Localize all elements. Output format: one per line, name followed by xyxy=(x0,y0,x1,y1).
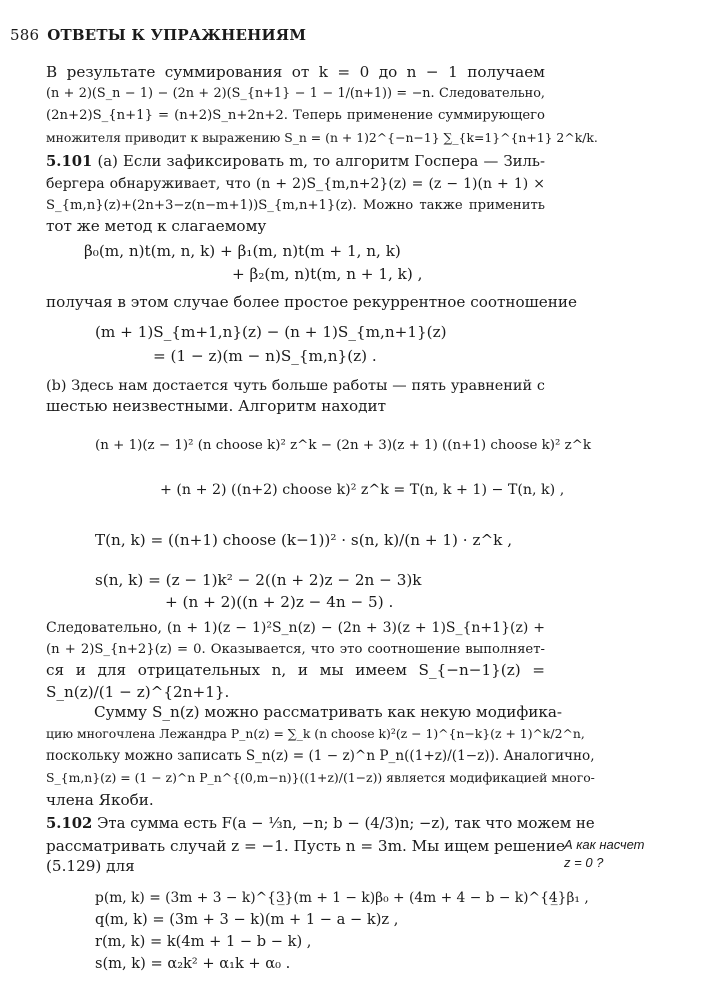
text-line: ся и для отрицательных n, и мы имеем S_{−n−1}(z) = xyxy=(46,661,545,679)
text-span: Эта сумма есть F(a − ⅓n, −n; b − (4/3)n; −z), так что можем не xyxy=(97,815,595,832)
display-equation: q(m, k) = (3m + 3 − k)(m + 1 − a − k)z , xyxy=(95,911,399,928)
text-line: члена Якоби. xyxy=(46,791,154,809)
text-line: Сумму S_n(z) можно рассматривать как некую модифика- xyxy=(94,703,563,721)
text-line: (n + 2)(S_n − 1) − (2n + 2)(S_{n+1} − 1 − 1/(n+1)) = −n. Следовательно, xyxy=(46,86,545,101)
text-line: поскольку можно записать S_n(z) = (1 − z)^n P_n((1+z)/(1−z)). Аналогично, xyxy=(46,748,595,764)
text-line: шестью неизвестными. Алгоритм находит xyxy=(46,397,386,415)
text-line: (5.129) для xyxy=(46,857,135,875)
chapter-title: ОТВЕТЫ К УПРАЖНЕНИЯМ xyxy=(47,26,307,44)
text-line: множителя приводит к выражению S_n = (n + 1)2^{−n−1} ∑_{k=1}^{n+1} 2^k/k. xyxy=(46,130,598,145)
display-equation: p(m, k) = (3m + 3 − k)^{3̲}(m + 1 − k)β₀ + (4m + 4 − b − k)^{4̲}β₁ , xyxy=(95,890,589,906)
display-equation: r(m, k) = k(4m + 1 − b − k) , xyxy=(95,933,312,950)
margin-note-line: А как насчет xyxy=(564,837,645,852)
text-line: S_n(z)/(1 − z)^{2n+1}. xyxy=(46,683,230,701)
text-line: бергера обнаруживает, что (n + 2)S_{m,n+2}(z) = (z − 1)(n + 1) × xyxy=(46,176,545,192)
text-line: (n + 2)S_{n+2}(z) = 0. Оказывается, что это соотношение выполняет- xyxy=(46,642,545,657)
text-line: (2n+2)S_{n+1} = (n+2)S_n+2n+2. Теперь применение суммирующего xyxy=(46,108,545,123)
display-equation: β₀(m, n)t(m, n, k) + β₁(m, n)t(m + 1, n, k) xyxy=(84,242,401,260)
display-equation: (n + 1)(z − 1)² (n choose k)² z^k − (2n + 3)(z + 1) ((n+1) choose k)² z^k xyxy=(95,438,591,453)
text-line: получая в этом случае более простое рекуррентное соотношение xyxy=(46,293,577,311)
margin-note-line: z = 0 ? xyxy=(564,855,604,870)
text-line: тот же метод к слагаемому xyxy=(46,217,267,235)
text-line: (b) Здесь нам достается чуть больше работы — пять уравнений с xyxy=(46,378,545,394)
page-number: 586 xyxy=(10,26,40,44)
text-line: S_{m,n}(z) = (1 − z)^n P_n^{(0,m−n)}((1+z)/(1−z)) является модификацией много- xyxy=(46,770,595,785)
display-equation: = (1 − z)(m − n)S_{m,n}(z) . xyxy=(153,347,377,365)
text-line: цию многочлена Лежандра P_n(z) = ∑_k (n choose k)²(z − 1)^{n−k}(z + 1)^k/2^n, xyxy=(46,726,585,741)
exercise-5-101-start xyxy=(46,152,545,172)
display-equation: (m + 1)S_{m+1,n}(z) − (n + 1)S_{m,n+1}(z) xyxy=(95,323,447,341)
text-span: (a) Если зафиксировать m, то алгоритм Госпера — Зиль- xyxy=(97,153,545,170)
display-equation: s(n, k) = (z − 1)k² − 2((n + 2)z − 2n − 3)k xyxy=(95,571,422,589)
text-line: В результате суммирования от k = 0 до n − 1 получаем xyxy=(46,63,545,81)
text-line: рассматривать случай z = −1. Пусть n = 3m. Мы ищем решение xyxy=(46,837,566,855)
display-equation: + β₂(m, n)t(m, n + 1, k) , xyxy=(232,265,423,283)
exercise-number: 5.102 xyxy=(46,815,93,832)
exercise-5-102-start xyxy=(46,814,595,834)
display-equation: T(n, k) = ((n+1) choose (k−1))² · s(n, k)/(n + 1) · z^k , xyxy=(95,531,513,549)
running-head xyxy=(10,26,306,44)
text-line: Следовательно, (n + 1)(z − 1)²S_n(z) − (2n + 3)(z + 1)S_{n+1}(z) + xyxy=(46,620,545,636)
display-equation: s(m, k) = α₂k² + α₁k + α₀ . xyxy=(95,955,291,972)
exercise-number: 5.101 xyxy=(46,153,93,170)
text-line: S_{m,n}(z)+(2n+3−z(n−m+1))S_{m,n+1}(z). Можно также применить xyxy=(46,198,545,213)
display-equation: + (n + 2) ((n+2) choose k)² z^k = T(n, k + 1) − T(n, k) , xyxy=(160,482,565,498)
display-equation: + (n + 2)((n + 2)z − 4n − 5) . xyxy=(165,593,394,611)
